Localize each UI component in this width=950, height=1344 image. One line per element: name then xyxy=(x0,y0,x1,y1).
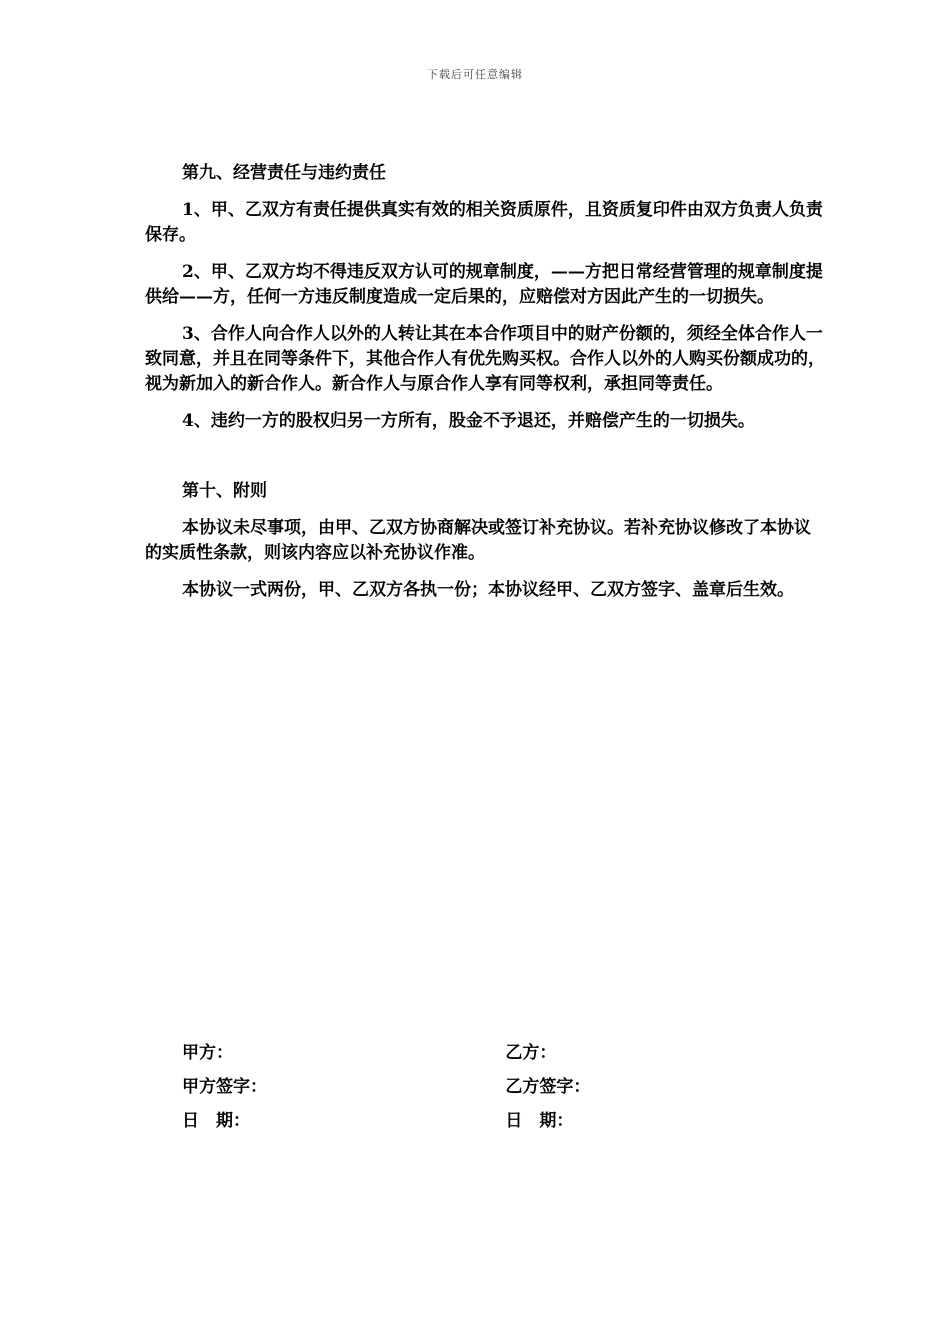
section-9-title: 第九、经营责任与违约责任 xyxy=(182,163,386,183)
section-10-item-1: 本协议未尽事项，由甲、乙双方协商解决或签订补充协议。若补充协议修改了本协议的实质性条款，则该内容应以补充协议作准。 xyxy=(145,518,811,563)
section-9-item-3: 3、合作人向合作人以外的人转让其在本合作项目中的财产份额的，须经全体合作人一致同意，并且在同等条件下，其他合作人有优先购买权。合作人以外的人购买份额成功的，视为新加入的新合作人。新合作人与原合作人享有同等权利，承担同等责任。 xyxy=(145,324,825,394)
document-body xyxy=(145,160,825,603)
party-b-label: 乙方： xyxy=(505,1042,557,1063)
section-9-item-1: 1、甲、乙双方有责任提供真实有效的相关资质原件，且资质复印件由双方负责人负责保存。 xyxy=(145,200,823,245)
party-a-label: 甲方： xyxy=(182,1042,233,1063)
party-a-sign-label: 甲方签字： xyxy=(182,1076,267,1097)
signature-row-date xyxy=(182,1101,682,1135)
section-9-item-4: 4、违约一方的股权归另一方所有，股金不予退还，并赔偿产生的一切损失。 xyxy=(182,411,755,431)
header-note: 下载后可任意编辑 xyxy=(427,68,523,81)
section-10-title: 第十、附则 xyxy=(182,481,267,501)
section-9-item-2: 2、甲、乙双方均不得违反双方认可的规章制度，——方把日常经营管理的规章制度提供给——方，任何一方违反制度造成一定后果的，应赔偿对方因此产生的一切损失。 xyxy=(145,262,823,307)
date-a-label: 日 期： xyxy=(182,1110,250,1131)
party-b-sign-label: 乙方签字： xyxy=(505,1076,591,1097)
section-10-item-2: 本协议一式两份，甲、乙双方各执一份；本协议经甲、乙双方签字、盖章后生效。 xyxy=(182,580,794,600)
signature-row-party xyxy=(182,1033,682,1067)
signature-block xyxy=(182,1033,682,1135)
date-b-label: 日 期： xyxy=(505,1110,574,1131)
signature-row-sign xyxy=(182,1067,682,1101)
